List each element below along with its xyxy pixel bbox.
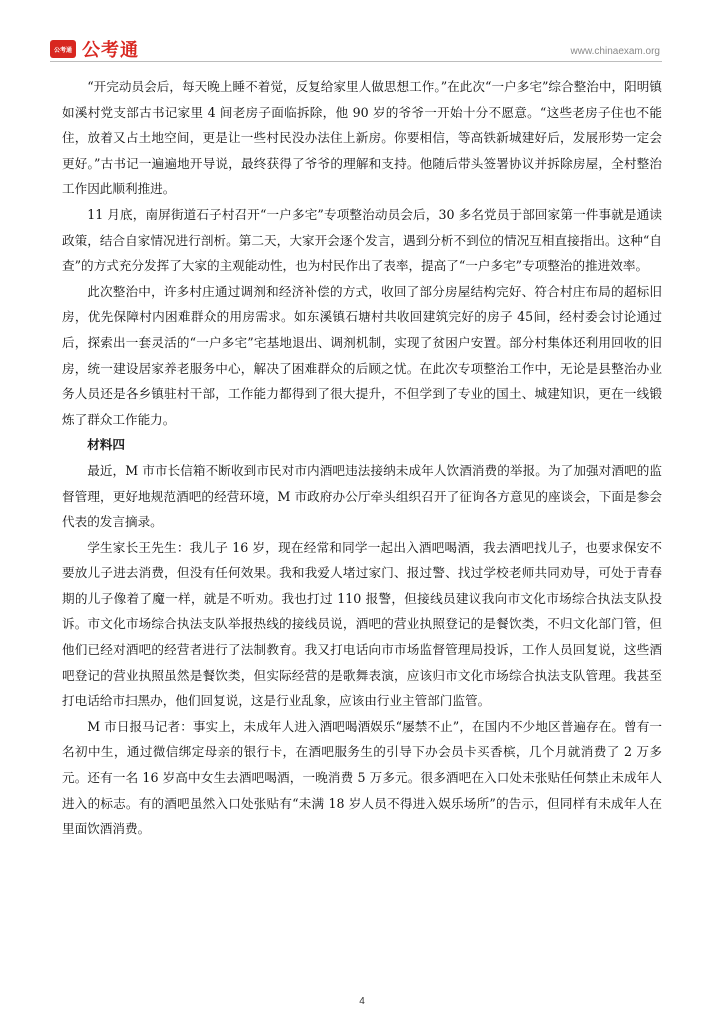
paragraph: M 市日报马记者：事实上，未成年人进入酒吧喝酒娱乐“屡禁不止”，在国内不少地区普遍存在。曾有一名初中生，通过微信绑定母亲的银行卡，在酒吧服务生的引导下办会员卡买香槟，几个月就消费了 2 万多元。还有一名 16 岁高中女生去酒吧喝酒，一晚消费 5 万多元。很多酒吧在入口处未张贴任何禁止未成年人进入的标志。有的酒吧虽然入口处张贴有“未满 18 岁人员不得进入娱乐场所”的告示，但同样有未成年人在里面饮酒消费。 — [62, 718, 662, 837]
logo-text: 公考通 — [82, 40, 139, 61]
paragraph: 此次整治中，许多村庄通过调剂和经济补偿的方式，收回了部分房屋结构完好、符合村庄布局的超标旧房，优先保障村内困难群众的用房需求。如东溪镇石塘村共收回建筑完好的房子 45间，经村委会讨论通过后，探索出一套灵活的“一户多宅”宅基地退出、调剂机制，实现了贫困户安置。部分村集体还利用回收的旧房，统一建设居家养老服务中心，解决了困难群众的后顾之忧。在此次专项整治工作中，无论是县整治办业务人员还是各乡镇驻村干部，工作能力都得到了很大提升，不但学到了专业的国土、城建知识，更在一线锻炼了群众工作能力。 — [62, 283, 662, 427]
document-body — [62, 74, 662, 842]
page-header — [50, 34, 662, 62]
section-heading: 材料四 — [87, 437, 125, 453]
site-url: www.chinaexam.org — [570, 46, 660, 57]
header-divider — [50, 61, 662, 62]
logo-badge-text: 公考通 — [53, 46, 72, 54]
paragraph: 最近，M 市市长信箱不断收到市民对市内酒吧违法接纳未成年人饮酒消费的举报。为了加强对酒吧的监督管理，更好地规范酒吧的经营环境，M 市政府办公厅牵头组织召开了征询各方意见的座谈会，下面是参会代表的发言摘录。 — [62, 462, 662, 530]
page-number: 4 — [359, 996, 365, 1007]
paragraph: 11 月底，南屏街道石子村召开“一户多宅”专项整治动员会后，30 多名党员于部回家第一件事就是通读政策，结合自家情况进行剖析。第二天，大家开会逐个发言，遇到分析不到位的情况互相直接指出。这种“自查”的方式充分发挥了大家的主观能动性，也为村民作出了表率，提高了“一户多宅”专项整治的推进效率。 — [62, 206, 662, 274]
logo-badge-icon — [50, 40, 76, 58]
logo — [50, 36, 139, 62]
paragraph: “开完动员会后，每天晚上睡不着觉，反复给家里人做思想工作。”在此次“一户多宅”综合整治中，阳明镇如溪村党支部古书记家里 4 间老房子面临拆除，他 90 岁的爷爷一开始十分不愿意。“这些老房子住也不能住，放着又占土地空间，更是让一些村民没办法住上新房。你要相信，等高铁新城建好后，发展形势一定会更好。”古书记一遍遍地开导说，最终获得了爷爷的理解和支持。他随后带头签署协议并拆除房屋，全村整治工作因此顺利推进。 — [62, 79, 662, 197]
paragraph: 学生家长王先生：我儿子 16 岁，现在经常和同学一起出入酒吧喝酒，我去酒吧找儿子，也要求保安不要放儿子进去消费，但没有任何效果。我和我爱人堵过家门、报过警、找过学校老师共同劝导，可处于青春期的儿子像着了魔一样，就是不听劝。我也打过 110 报警，但接线员建议我向市文化市场综合执法支队投诉。市文化市场综合执法支队举报热线的接线员说，酒吧的营业执照登记的是餐饮类，不归文化部门管，但他们已经对酒吧的经营者进行了法制教育。我又打电话向市市场监督管理局投诉，工作人员回复说，这些酒吧登记的营业执照虽然是餐饮类，但实际经营的是歌舞表演，应该归市文化市场综合执法支队管理。我甚至打电话给市扫黑办，他们回复说，这是行业乱象，应该由行业主管部门监管。 — [62, 539, 662, 709]
